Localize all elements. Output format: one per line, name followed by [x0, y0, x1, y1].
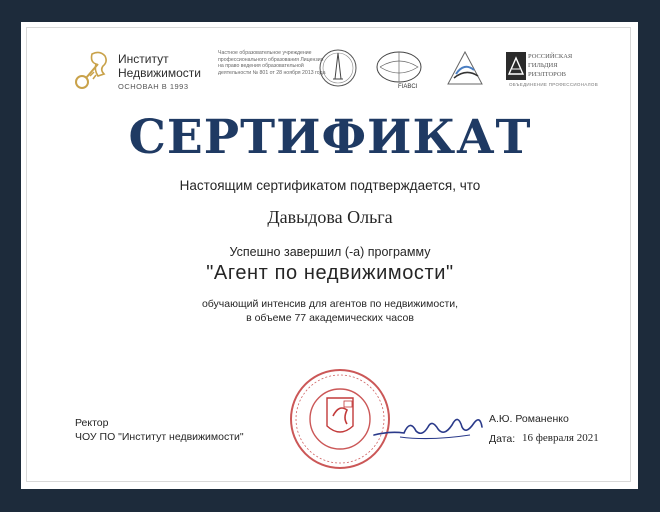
rector-title: Ректор [75, 417, 109, 429]
issue-date: 16 февраля 2021 [522, 432, 599, 444]
confirm-text: Настоящим сертификатом подтверждается, что [179, 178, 481, 193]
lion-key-icon [74, 48, 110, 90]
license-text: Частное образовательное учреждение профессионального образования Лицензия на право ведения образовательной деятельности № 801 от 28 ноября 2013 года [218, 50, 326, 76]
program-name: "Агент по недвижимости" [206, 262, 454, 284]
rgr-subtitle: ОБЪЕДИНЕНИЕ ПРОФЕССИОНАЛОВ [509, 82, 599, 87]
rgr-emblem-icon [506, 52, 526, 80]
signer-name: А.Ю. Романенко [489, 413, 569, 425]
rgr-name: РОССИЙСКАЯ ГИЛЬДИЯ РИЭЛТОРОВ [528, 53, 573, 78]
logo-name-line2: Недвижимости [118, 66, 202, 80]
fiabci-emblem-icon [374, 50, 424, 84]
logo-founded: ОСНОВАН В 1993 [118, 82, 189, 91]
institute-logo [74, 48, 214, 94]
program-description-line2: в объеме 77 академических часов [246, 312, 414, 324]
rector-organization: ЧОУ ПО "Институт недвижимости" [75, 431, 244, 443]
logo-name-line1: Институт [118, 52, 169, 66]
fiabci-label: FIABCI [398, 84, 418, 90]
date-label: Дата: [489, 433, 516, 445]
completed-text: Успешно завершил (-а) программу [229, 245, 431, 259]
rs-emblem-icon [444, 48, 486, 88]
recipient-name: Давыдова Ольга [267, 207, 393, 227]
signature-icon [370, 405, 490, 445]
program-description-line1: обучающий интенсив для агентов по недвижимости, [201, 298, 459, 310]
tower-emblem-icon [318, 47, 358, 89]
certificate-title: СЕРТИФИКАТ [128, 110, 532, 165]
